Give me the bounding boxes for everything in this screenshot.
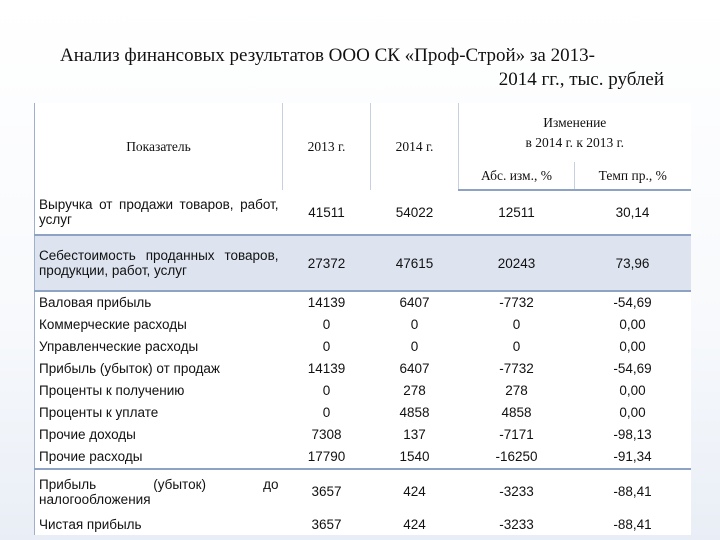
cell-2013: 0 — [322, 405, 331, 420]
row-name: Себестоимость проданных товаров, продукции, работ, услуг — [35, 235, 283, 291]
cell-rate: 0,00 — [619, 317, 646, 332]
cell-2013: 17790 — [307, 449, 346, 464]
row-name: Прочие доходы — [39, 427, 136, 442]
row-name: Проценты к получению — [39, 383, 185, 398]
cell-2014: 137 — [403, 427, 426, 442]
header-indicator: Показатель — [35, 103, 283, 190]
cell-rate: 0,00 — [619, 339, 646, 354]
cell-abs: -3233 — [499, 516, 534, 532]
header-change-line-1: Изменение — [543, 114, 607, 130]
cell-2013: 3657 — [311, 484, 342, 499]
row-name: Прочие расходы — [39, 449, 143, 464]
row-name: Выручка от продажи товаров, работ, услуг — [35, 190, 283, 235]
cell-abs: 278 — [505, 383, 528, 398]
cell-2013: 3657 — [311, 516, 342, 532]
cell-2013: 7308 — [311, 427, 342, 442]
slide-title — [60, 44, 664, 92]
financial-results-table — [34, 103, 691, 535]
table-row — [35, 235, 691, 291]
title-line-1: Анализ финансовых результатов ООО СК «Проф-Строй» за 2013- — [60, 45, 595, 66]
cell-abs: 20243 — [459, 235, 575, 291]
row-names-block — [35, 291, 283, 469]
cell-rate: -54,69 — [613, 361, 652, 376]
cell-2013: 0 — [322, 383, 331, 398]
cell-rate: 0,00 — [619, 383, 646, 398]
row-name: Валовая прибыль — [39, 295, 152, 310]
cells-2013-block — [283, 291, 371, 469]
cell-abs: -16250 — [495, 449, 538, 464]
cells-2014-block — [371, 291, 459, 469]
table-row — [35, 513, 691, 535]
cell-rate: -54,69 — [613, 295, 652, 310]
cell-abs: 0 — [512, 339, 521, 354]
row-name: Прибыль (убыток) от продаж — [39, 361, 220, 376]
cell-2013: 0 — [322, 339, 331, 354]
cell-2013: 14139 — [307, 295, 346, 310]
cell-2014: 424 — [403, 516, 426, 532]
cells-abs-block — [459, 291, 575, 469]
cell-2013: 0 — [322, 317, 331, 332]
cells-rate-block — [575, 291, 691, 469]
header-row-top — [35, 103, 691, 162]
cell-rate: -88,41 — [613, 516, 652, 532]
cell-abs: -7171 — [499, 427, 534, 442]
cell-rate: -88,41 — [613, 484, 652, 499]
header-growth-rate: Темп пр., % — [575, 162, 691, 190]
table-row — [35, 469, 691, 513]
header-2014: 2014 г. — [371, 103, 459, 190]
cell-rate: -91,34 — [613, 449, 652, 464]
cell-rate: 0,00 — [619, 405, 646, 420]
row-name: Управленческие расходы — [39, 339, 199, 354]
header-2013: 2013 г. — [283, 103, 371, 190]
row-name: Прибыль (убыток) до налогообложения — [35, 469, 283, 513]
table-row-block — [35, 291, 691, 469]
cell-2014: 47615 — [371, 235, 459, 291]
table-row — [35, 190, 691, 235]
cell-2014: 6407 — [399, 295, 430, 310]
title-line-2: 2014 гг., тыс. рублей — [498, 69, 664, 90]
cell-2014: 1540 — [399, 449, 430, 464]
row-name: Коммерческие расходы — [39, 317, 187, 332]
cell-2014: 0 — [410, 339, 419, 354]
cell-2014: 4858 — [399, 405, 430, 420]
cell-2014: 54022 — [371, 190, 459, 235]
cell-2013: 41511 — [283, 190, 371, 235]
cell-abs: 4858 — [501, 405, 532, 420]
cell-abs: 12511 — [459, 190, 575, 235]
cell-abs: -7732 — [499, 295, 534, 310]
cell-abs: -3233 — [499, 484, 534, 499]
header-change — [459, 103, 691, 162]
row-name: Чистая прибыль — [35, 513, 283, 535]
cell-rate: 73,96 — [575, 235, 691, 291]
cell-abs: 0 — [512, 317, 521, 332]
cell-2014: 6407 — [399, 361, 430, 376]
cell-2014: 424 — [403, 484, 426, 499]
header-change-line-2: в 2014 г. к 2013 г. — [525, 134, 625, 150]
cell-rate: 30,14 — [575, 190, 691, 235]
cell-2013: 27372 — [283, 235, 371, 291]
cell-rate: -98,13 — [613, 427, 652, 442]
cell-2014: 278 — [403, 383, 426, 398]
cell-2013: 14139 — [307, 361, 346, 376]
row-name: Проценты к уплате — [39, 405, 159, 420]
cell-2014: 0 — [410, 317, 419, 332]
cell-abs: -7732 — [499, 361, 534, 376]
header-abs-change: Абс. изм., % — [459, 162, 575, 190]
